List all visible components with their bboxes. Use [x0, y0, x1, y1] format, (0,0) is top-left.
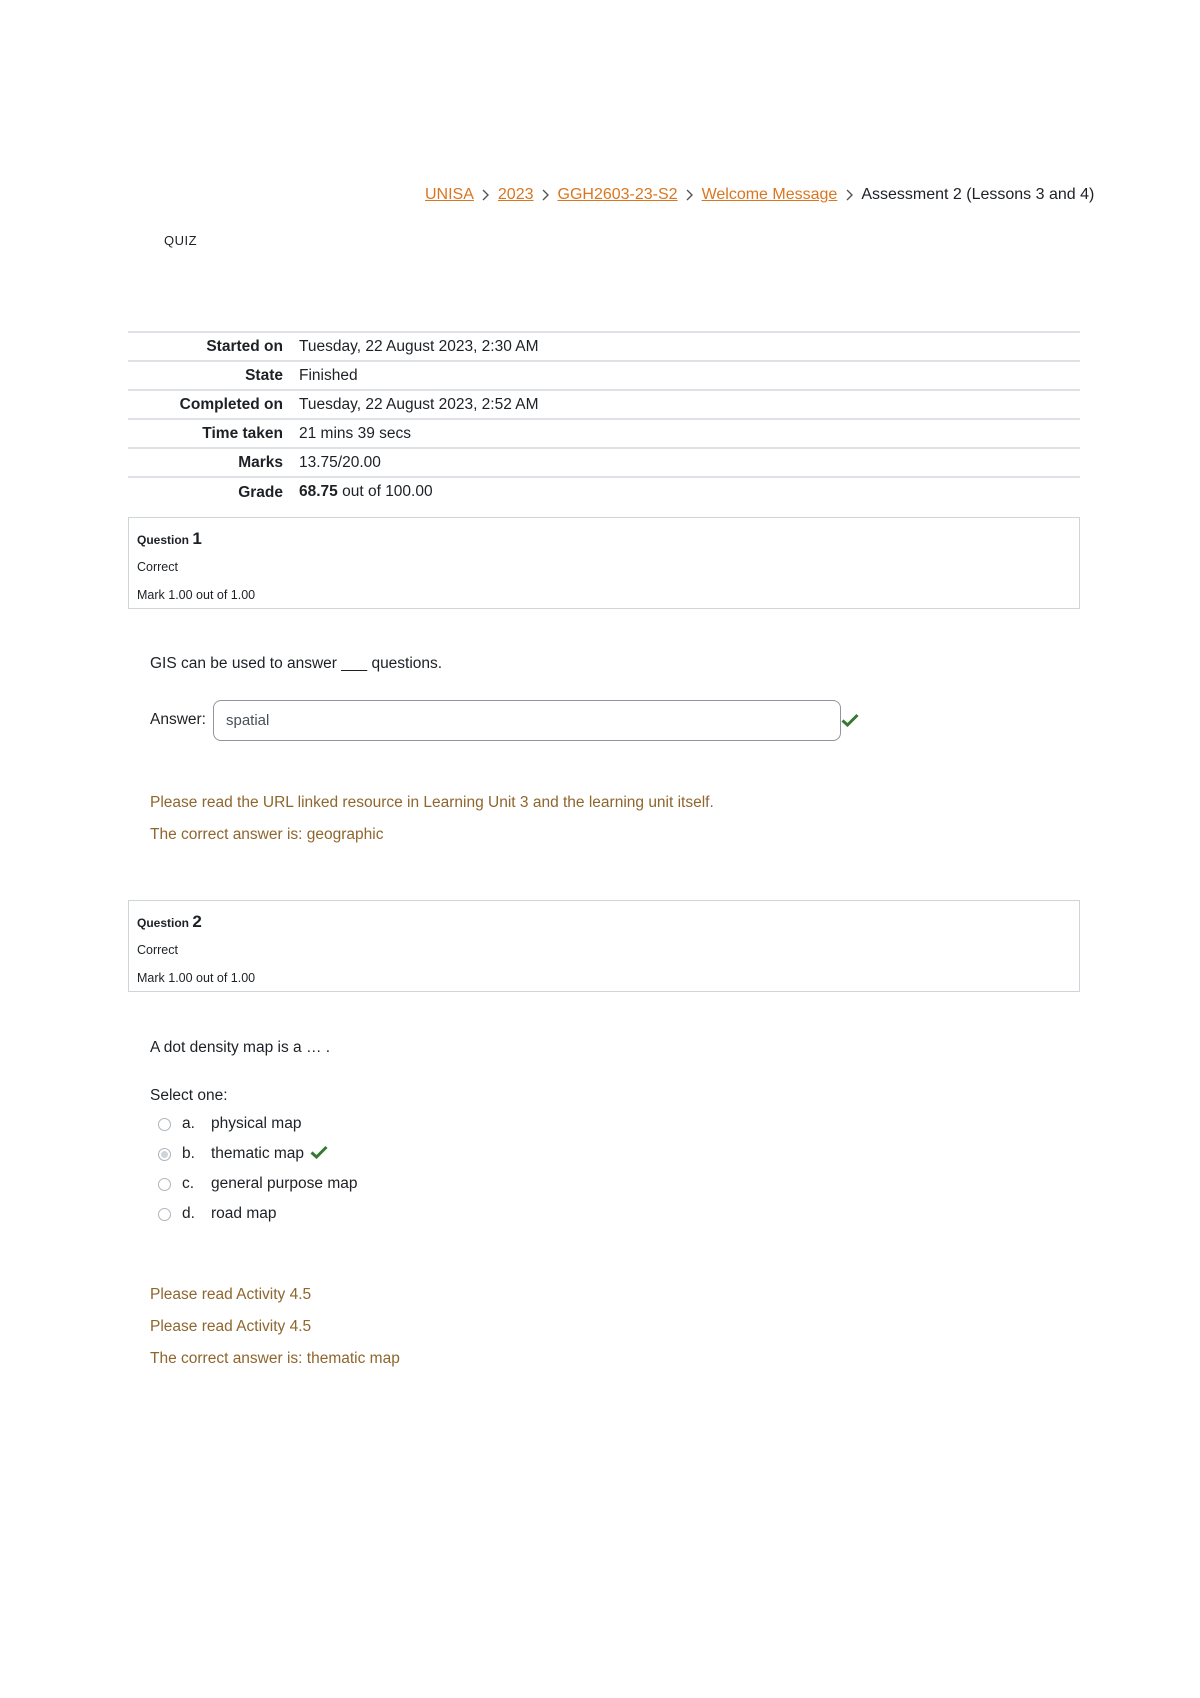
answer-input[interactable]: [213, 700, 841, 741]
chevron-right-icon: [474, 186, 498, 204]
summary-row-marks: [128, 448, 1080, 477]
option-a[interactable]: a. physical map: [158, 1109, 358, 1139]
feedback-general: Please read Activity 4.5: [150, 1318, 312, 1335]
radio-button[interactable]: [158, 1208, 171, 1221]
option-b[interactable]: b. thematic map: [158, 1139, 358, 1169]
summary-label: Completed on: [179, 396, 283, 413]
question-info-box: [128, 517, 1080, 609]
summary-row-time-taken: [128, 419, 1080, 448]
correct-check-icon: [841, 713, 859, 732]
answer-label: Answer:: [150, 711, 206, 728]
question-status: Correct: [137, 943, 178, 957]
option-d[interactable]: d. road map: [158, 1199, 358, 1229]
option-label: general purpose map: [211, 1175, 358, 1192]
breadcrumb-link-welcome[interactable]: Welcome Message: [701, 186, 838, 203]
feedback-right-answer: The correct answer is: thematic map: [150, 1350, 400, 1367]
radio-button-selected[interactable]: [158, 1148, 171, 1161]
question-number: Question 1: [137, 529, 202, 548]
chevron-right-icon: [678, 186, 702, 204]
breadcrumb-current: Assessment 2 (Lessons 3 and 4): [861, 186, 1095, 203]
summary-label: Started on: [206, 338, 283, 355]
option-c[interactable]: c. general purpose map: [158, 1169, 358, 1199]
chevron-right-icon: [837, 186, 861, 204]
summary-label: State: [245, 367, 283, 384]
page-type-label: QUIZ: [164, 233, 198, 248]
summary-value: Tuesday, 22 August 2023, 2:52 AM: [299, 396, 539, 413]
question-text: A dot density map is a … .: [150, 1039, 331, 1056]
summary-label: Marks: [238, 454, 283, 471]
select-one-label: Select one:: [150, 1087, 228, 1104]
option-label: physical map: [211, 1115, 302, 1132]
radio-button[interactable]: [158, 1178, 171, 1191]
breadcrumb-link-unisa[interactable]: UNISA: [425, 186, 474, 203]
summary-value: 13.75/20.00: [299, 454, 381, 471]
summary-row-grade: [128, 477, 1080, 507]
summary-label: Time taken: [202, 425, 283, 442]
summary-value: 21 mins 39 secs: [299, 425, 411, 442]
summary-label: Grade: [238, 484, 283, 501]
question-number: Question 2: [137, 912, 202, 931]
chevron-right-icon: [534, 186, 558, 204]
breadcrumb-link-course[interactable]: GGH2603-23-S2: [557, 186, 678, 203]
option-label: road map: [211, 1205, 277, 1222]
summary-row-started: [128, 332, 1080, 361]
correct-check-icon: [310, 1145, 328, 1164]
summary-value: Finished: [299, 367, 358, 384]
answer-options: [158, 1109, 358, 1229]
question-mark: Mark 1.00 out of 1.00: [137, 588, 256, 602]
question-info-box: [128, 900, 1080, 992]
breadcrumb-link-year[interactable]: 2023: [497, 186, 534, 203]
grade-score: 68.75: [299, 483, 338, 500]
summary-value: [299, 477, 1080, 507]
feedback-general: Please read the URL linked resource in Learning Unit 3 and the learning unit itself.: [150, 794, 714, 811]
grade-out-of: out of 100.00: [337, 483, 433, 500]
summary-row-completed: [128, 390, 1080, 419]
attempt-summary-table: [128, 331, 1080, 507]
option-label: thematic map: [211, 1145, 305, 1162]
summary-value: Tuesday, 22 August 2023, 2:30 AM: [299, 338, 539, 355]
question-mark: Mark 1.00 out of 1.00: [137, 971, 256, 985]
summary-row-state: [128, 361, 1080, 390]
feedback-right-answer: The correct answer is: geographic: [150, 826, 384, 843]
question-text: GIS can be used to answer ___ questions.: [150, 655, 443, 672]
feedback-specific: Please read Activity 4.5: [150, 1286, 312, 1303]
question-status: Correct: [137, 560, 178, 574]
radio-button[interactable]: [158, 1118, 171, 1131]
breadcrumb: [425, 183, 1094, 207]
